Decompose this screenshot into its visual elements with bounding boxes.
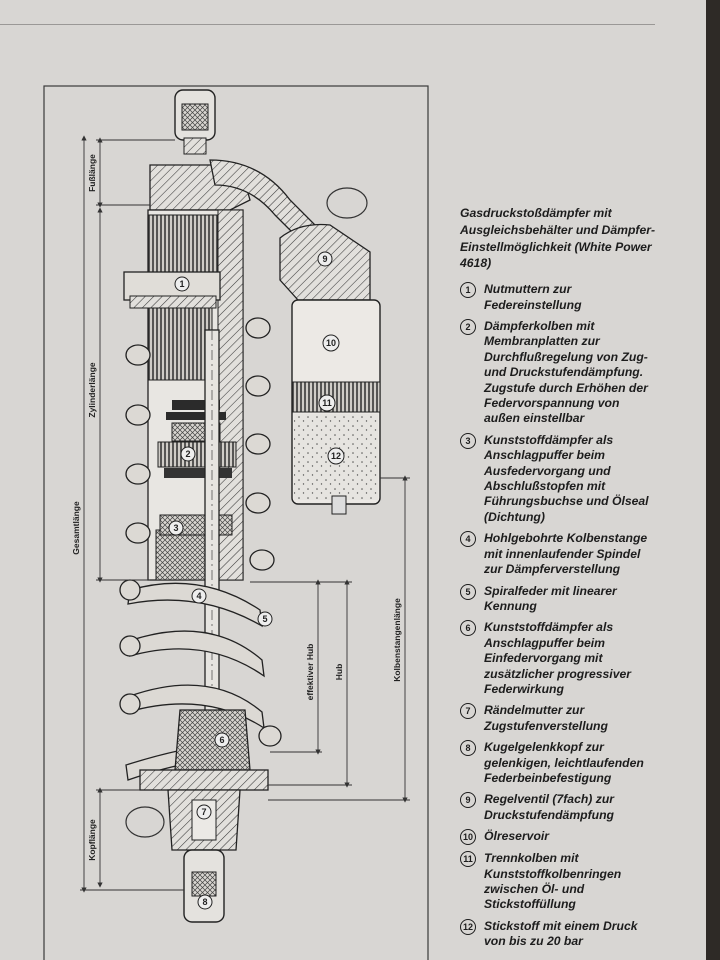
foot-eye (175, 90, 215, 154)
svg-text:7: 7 (201, 807, 207, 817)
caption-item-10 (458, 829, 658, 845)
svg-text:11: 11 (322, 398, 332, 408)
callout-7 (197, 805, 211, 819)
label-gesamtlaenge: Gesamtlänge (71, 501, 81, 555)
caption-block (458, 205, 658, 956)
item-number: 9 (460, 792, 476, 808)
item-text: Hohlgebohrte Kolbenstange mit innenlaufender Spindel zur Dämpferverstellung (484, 531, 648, 577)
callout-2 (181, 447, 195, 461)
label-effektiver-hub: effektiver Hub (305, 643, 315, 701)
callout-3 (169, 521, 183, 535)
item-number: 10 (460, 829, 476, 845)
caption-list (458, 282, 658, 949)
clip-top (327, 188, 367, 218)
item-text: Kunststoffdämpfer als Anschlagpuffer beim Einfedervorgang mit zusätzlicher progressiver Federwirkung (484, 620, 631, 696)
svg-text:8: 8 (202, 897, 208, 907)
item-number: 7 (460, 703, 476, 719)
caption-item-4 (458, 531, 658, 577)
item-text: Dämpferkolben mit Membranplatten zur Durchflußregelung von Zug- und Druckstufendämpfung. Zugstufe durch Erhöhen der Federvorspannung von außen einstellbar (484, 319, 648, 426)
caption-item-5 (458, 584, 658, 615)
callout-5 (258, 612, 272, 626)
reservoir (280, 225, 380, 514)
caption-item-3 (458, 433, 658, 525)
item-text: Ölreservoir (484, 829, 550, 844)
caption-item-9 (458, 792, 658, 823)
item-text: Trennkolben mit Kunststoffkolbenringen zwischen Öl- und Stickstoffüllung (484, 851, 622, 912)
svg-text:6: 6 (219, 735, 225, 745)
item-number: 12 (460, 919, 476, 935)
callout-4 (192, 589, 206, 603)
svg-text:9: 9 (322, 254, 328, 264)
item-number: 5 (460, 584, 476, 600)
item-text: Rändelmutter zur Zugstufenverstellung (484, 703, 608, 733)
item-text: Kugelgelenkkopf zur gelenkigen, leichtlaufenden Federbeinbefestigung (484, 740, 644, 785)
caption-item-1 (458, 282, 658, 313)
item-number: 11 (460, 851, 476, 867)
svg-text:12: 12 (330, 451, 342, 461)
callout-10 (323, 335, 339, 351)
callout-11 (319, 395, 335, 411)
caption-title: Gasdruckstoßdämpfer mit Ausgleichsbehälter und Dämpfer-Einstellmöglichkeit (White Power 4618) (460, 206, 656, 271)
item-text: Regelventil (7fach) zur Druckstufendämpfung (484, 792, 615, 822)
item-number: 2 (460, 319, 476, 335)
item-number: 3 (460, 433, 476, 449)
caption-item-2 (458, 319, 658, 427)
label-hub: Hub (334, 663, 344, 681)
page-edge (706, 0, 720, 960)
item-number: 1 (460, 282, 476, 298)
caption-item-8 (458, 740, 658, 786)
lower-collar (140, 770, 268, 790)
callout-9 (318, 252, 332, 266)
clip-bottom (126, 807, 164, 837)
item-number: 6 (460, 620, 476, 636)
item-number: 4 (460, 531, 476, 547)
item-text: Stickstoff mit einem Druck von bis zu 20 bar (484, 918, 638, 949)
head-eye (184, 850, 224, 922)
caption-item-6 (458, 620, 658, 697)
label-fusslaenge: Fußlänge (87, 154, 97, 192)
caption-item-11 (458, 851, 658, 913)
svg-text:4: 4 (196, 591, 202, 601)
label-kolbenstangenlaenge: Kolbenstangenlänge (392, 598, 402, 682)
bump-stop (175, 710, 250, 770)
item-number: 8 (460, 740, 476, 756)
callout-1 (175, 277, 189, 291)
callout-12 (328, 448, 344, 464)
svg-text:5: 5 (262, 614, 268, 624)
label-zylinderlaenge: Zylinderlänge (87, 362, 97, 418)
item-text: Spiralfeder mit linearer Kennung (484, 583, 617, 613)
label-kopflaenge: Kopflänge (87, 819, 97, 861)
item-text: Kunststoffdämpfer als Anschlagpuffer beim Ausfedervorgang und Abschlußstopfen mit Führungsbuchse und Ölseal (Dichtung) (484, 432, 649, 524)
item-text: Nutmuttern zur Federeinstellung (484, 282, 582, 312)
callout-8 (198, 895, 212, 909)
caption-item-7 (458, 703, 658, 734)
svg-text:1: 1 (179, 279, 185, 289)
caption-item-12 (458, 919, 658, 950)
svg-text:3: 3 (173, 523, 179, 533)
svg-text:2: 2 (185, 449, 191, 459)
svg-text:10: 10 (325, 338, 337, 348)
callout-6 (215, 733, 229, 747)
